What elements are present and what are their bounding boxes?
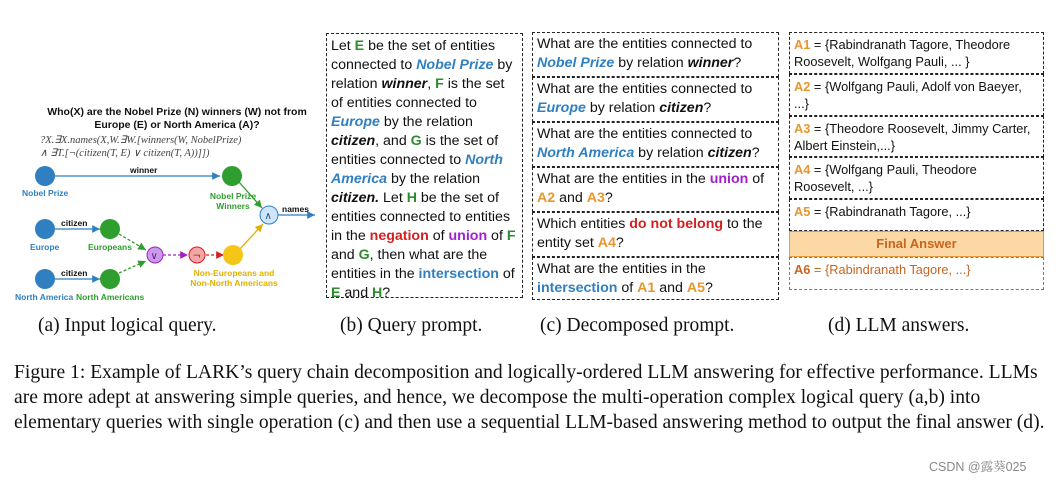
caption-c: (c) Decomposed prompt. [540, 315, 735, 336]
node-label-nobel-prize: Nobel Prize [22, 188, 69, 198]
edge-label-citizen-2: citizen [61, 268, 88, 278]
node-label-non-europeans: Non-Europeans and Non-North Americans [190, 268, 278, 288]
node-nobel-prize [35, 166, 55, 186]
edge-yellow-intersection [239, 224, 263, 250]
formula-line-1: ?X.∃X.names(X,W.∃W.[winners(W, NobelPrize) [40, 135, 242, 146]
node-label-north-america: North America [15, 292, 74, 302]
node-label-europe: Europe [30, 242, 60, 252]
node-non-europeans-non-na [223, 245, 243, 265]
node-europeans [100, 219, 120, 239]
union-symbol: ∨ [150, 251, 158, 262]
figure-caption: Figure 1: Example of LARK’s query chain decomposition and logically-ordered LLM answering for effective performance. LLMs are more adept at answering simple queries, and hence, we decompose the multi-operation complex logical query (a,b) into elementary queries with single operation (c) and then use a sequential LLM-based answering method to output the final answer (d). [14, 362, 1045, 433]
decomposed-query-2: What are the entities connected to Europe by relation citizen? [532, 77, 779, 122]
intersection-symbol: ∧ [264, 211, 272, 222]
decomposed-query-6: What are the entities in the intersection of A1 and A5? [532, 257, 779, 300]
negation-symbol: ¬ [192, 251, 201, 262]
node-north-america [35, 269, 55, 289]
edge-label-names: names [282, 204, 309, 214]
decomposed-query-5: Which entities do not belong to the entity set A4? [532, 212, 779, 257]
query-prompt-box: Let E be the set of entities connected to Nobel Prize by relation winner, F is the set of entities connected to Europe by the relation citizen, and G is the set of entities connected to North America by the relation citizen. Let H be the set of entities connected to entities in the negation of union of F and G, then what are the entities in the intersection of E and H? [326, 33, 523, 298]
node-label-europeans: Europeans [88, 242, 132, 252]
answer-a2: A2 = {Wolfgang Pauli, Adolf von Baeyer, ...} [789, 74, 1044, 116]
answer-a5: A5 = {Rabindranath Tagore, ...} [789, 199, 1044, 231]
llm-answers-panel [789, 32, 1044, 290]
edge-label-citizen-1: citizen [61, 218, 88, 228]
query-graph [12, 100, 330, 310]
watermark: CSDN @露葵025 [929, 460, 1027, 474]
final-answer-banner: Final Answer [789, 231, 1044, 257]
node-label-nobel-prize-winners: Nobel Prize Winners [209, 191, 257, 211]
decomposed-query-1: What are the entities connected to Nobel Prize by relation winner? [532, 32, 779, 77]
node-north-americans [100, 269, 120, 289]
caption-b: (b) Query prompt. [340, 315, 483, 336]
decomposed-query-4: What are the entities in the union of A2 and A3? [532, 167, 779, 212]
edge-north-americans-union [119, 261, 146, 273]
query-title: Who(X) are the Nobel Prize (N) winners (W) not from Europe (E) or North America (A)? [47, 106, 307, 131]
decomposed-prompt-panel [532, 32, 779, 300]
answer-a6: A6 = {Rabindranath Tagore, ...} [789, 257, 1044, 290]
answer-a4: A4 = {Wolfgang Pauli, Theodore Roosevelt, ...} [789, 157, 1044, 199]
decomposed-query-3: What are the entities connected to North America by relation citizen? [532, 122, 779, 167]
answer-a1: A1 = {Rabindranath Tagore, Theodore Roosevelt, Wolfgang Pauli, ... } [789, 32, 1044, 74]
input-logical-query-panel [12, 100, 330, 310]
node-europe [35, 219, 55, 239]
formula-line-2: ∧ ∃T.[¬(citizen(T, E) ∨ citizen(T, A))]]) [40, 148, 210, 159]
node-label-north-americans: North Americans [76, 292, 145, 302]
edge-label-winner: winner [130, 165, 158, 175]
answer-a3: A3 = {Theodore Roosevelt, Jimmy Carter, Albert Einstein,...} [789, 116, 1044, 157]
node-nobel-prize-winners [222, 166, 242, 186]
caption-d: (d) LLM answers. [828, 315, 970, 336]
caption-a: (a) Input logical query. [38, 315, 217, 336]
